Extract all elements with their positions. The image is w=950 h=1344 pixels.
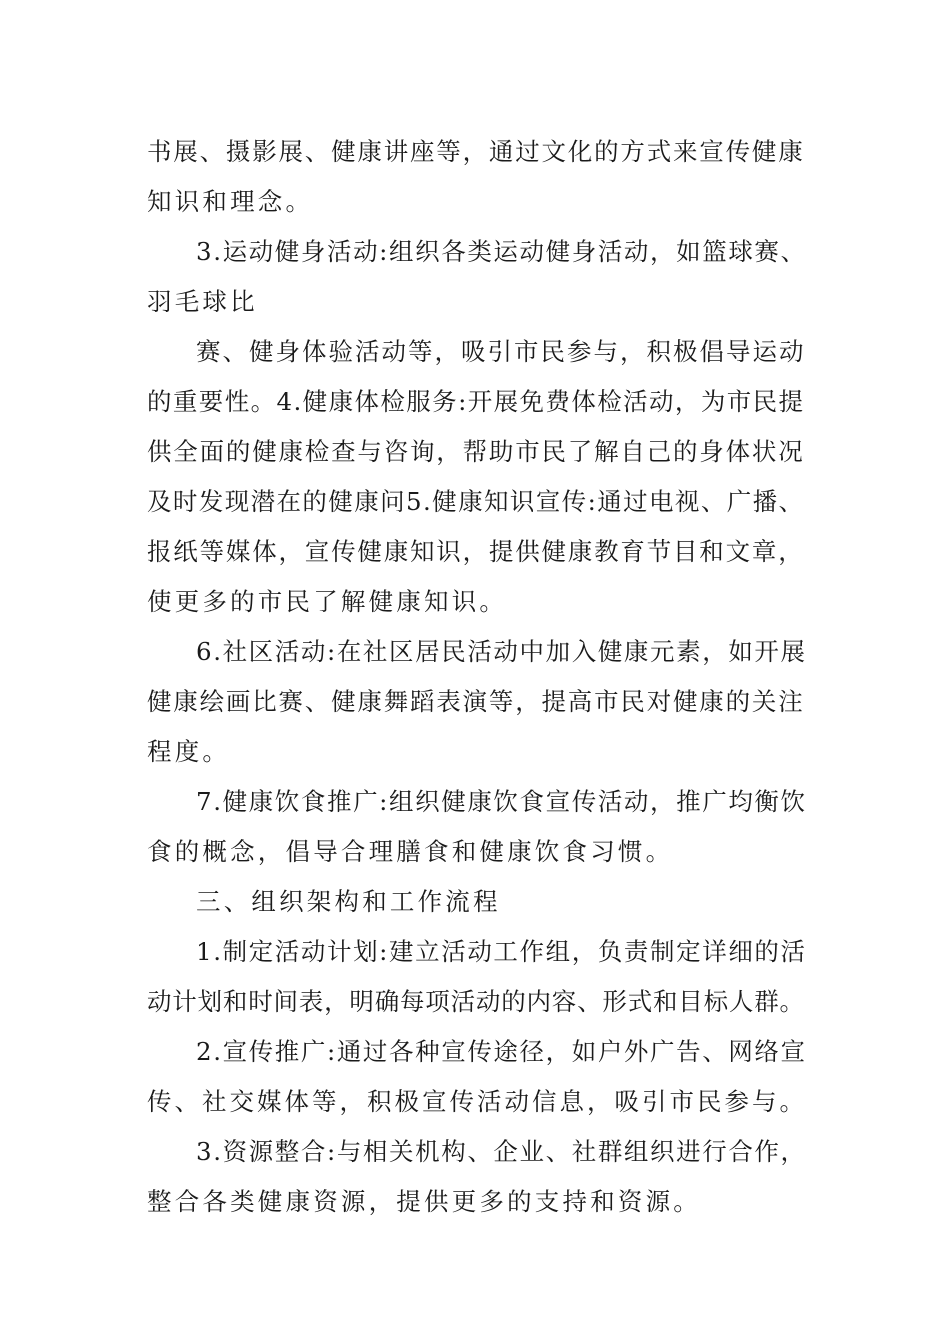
text-line: 3.资源整合:与相关机构、企业、社群组织进行合作， bbox=[196, 1137, 807, 1166]
text-line: 3.运动健身活动:组织各类运动健身活动，如篮球赛、 bbox=[196, 237, 807, 266]
text-line: 赛、健身体验活动等，吸引市民参与，积极倡导运动 bbox=[196, 337, 806, 366]
text-line: 动计划和时间表，明确每项活动的内容、形式和目标人群。 bbox=[147, 987, 805, 1016]
text-line: 7.健康饮食推广:组织健康饮食宣传活动，推广均衡饮 bbox=[196, 787, 807, 816]
text-line: 程度。 bbox=[147, 737, 231, 766]
text-line: 羽毛球比 bbox=[147, 287, 258, 316]
text-line: 及时发现潜在的健康问5.健康知识宣传:通过电视、广播、 bbox=[147, 487, 805, 516]
text-line: 6.社区活动:在社区居民活动中加入健康元素，如开展 bbox=[196, 637, 807, 666]
text-line: 健康绘画比赛、健康舞蹈表演等，提高市民对健康的关注 bbox=[147, 687, 805, 716]
text-line: 使更多的市民了解健康知识。 bbox=[147, 587, 508, 616]
text-line: 知识和理念。 bbox=[147, 187, 314, 216]
text-line: 整合各类健康资源，提供更多的支持和资源。 bbox=[147, 1187, 701, 1216]
text-line: 供全面的健康检查与咨询，帮助市民了解自己的身体状况 bbox=[147, 437, 805, 466]
text-line: 1.制定活动计划:建立活动工作组，负责制定详细的活 bbox=[196, 937, 807, 966]
section-heading: 三、组织架构和工作流程 bbox=[196, 887, 501, 916]
text-line: 2.宣传推广:通过各种宣传途径，如户外广告、网络宣 bbox=[196, 1037, 807, 1066]
text-line: 传、社交媒体等，积极宣传活动信息，吸引市民参与。 bbox=[147, 1087, 807, 1116]
text-line: 的重要性。4.健康体检服务:开展免费体检活动，为市民提 bbox=[147, 387, 805, 416]
text-line: 报纸等媒体，宣传健康知识，提供健康教育节目和文章， bbox=[147, 537, 805, 566]
text-line: 食的概念，倡导合理膳食和健康饮食习惯。 bbox=[147, 837, 674, 866]
text-line: 书展、摄影展、健康讲座等，通过文化的方式来宣传健康 bbox=[147, 137, 805, 166]
